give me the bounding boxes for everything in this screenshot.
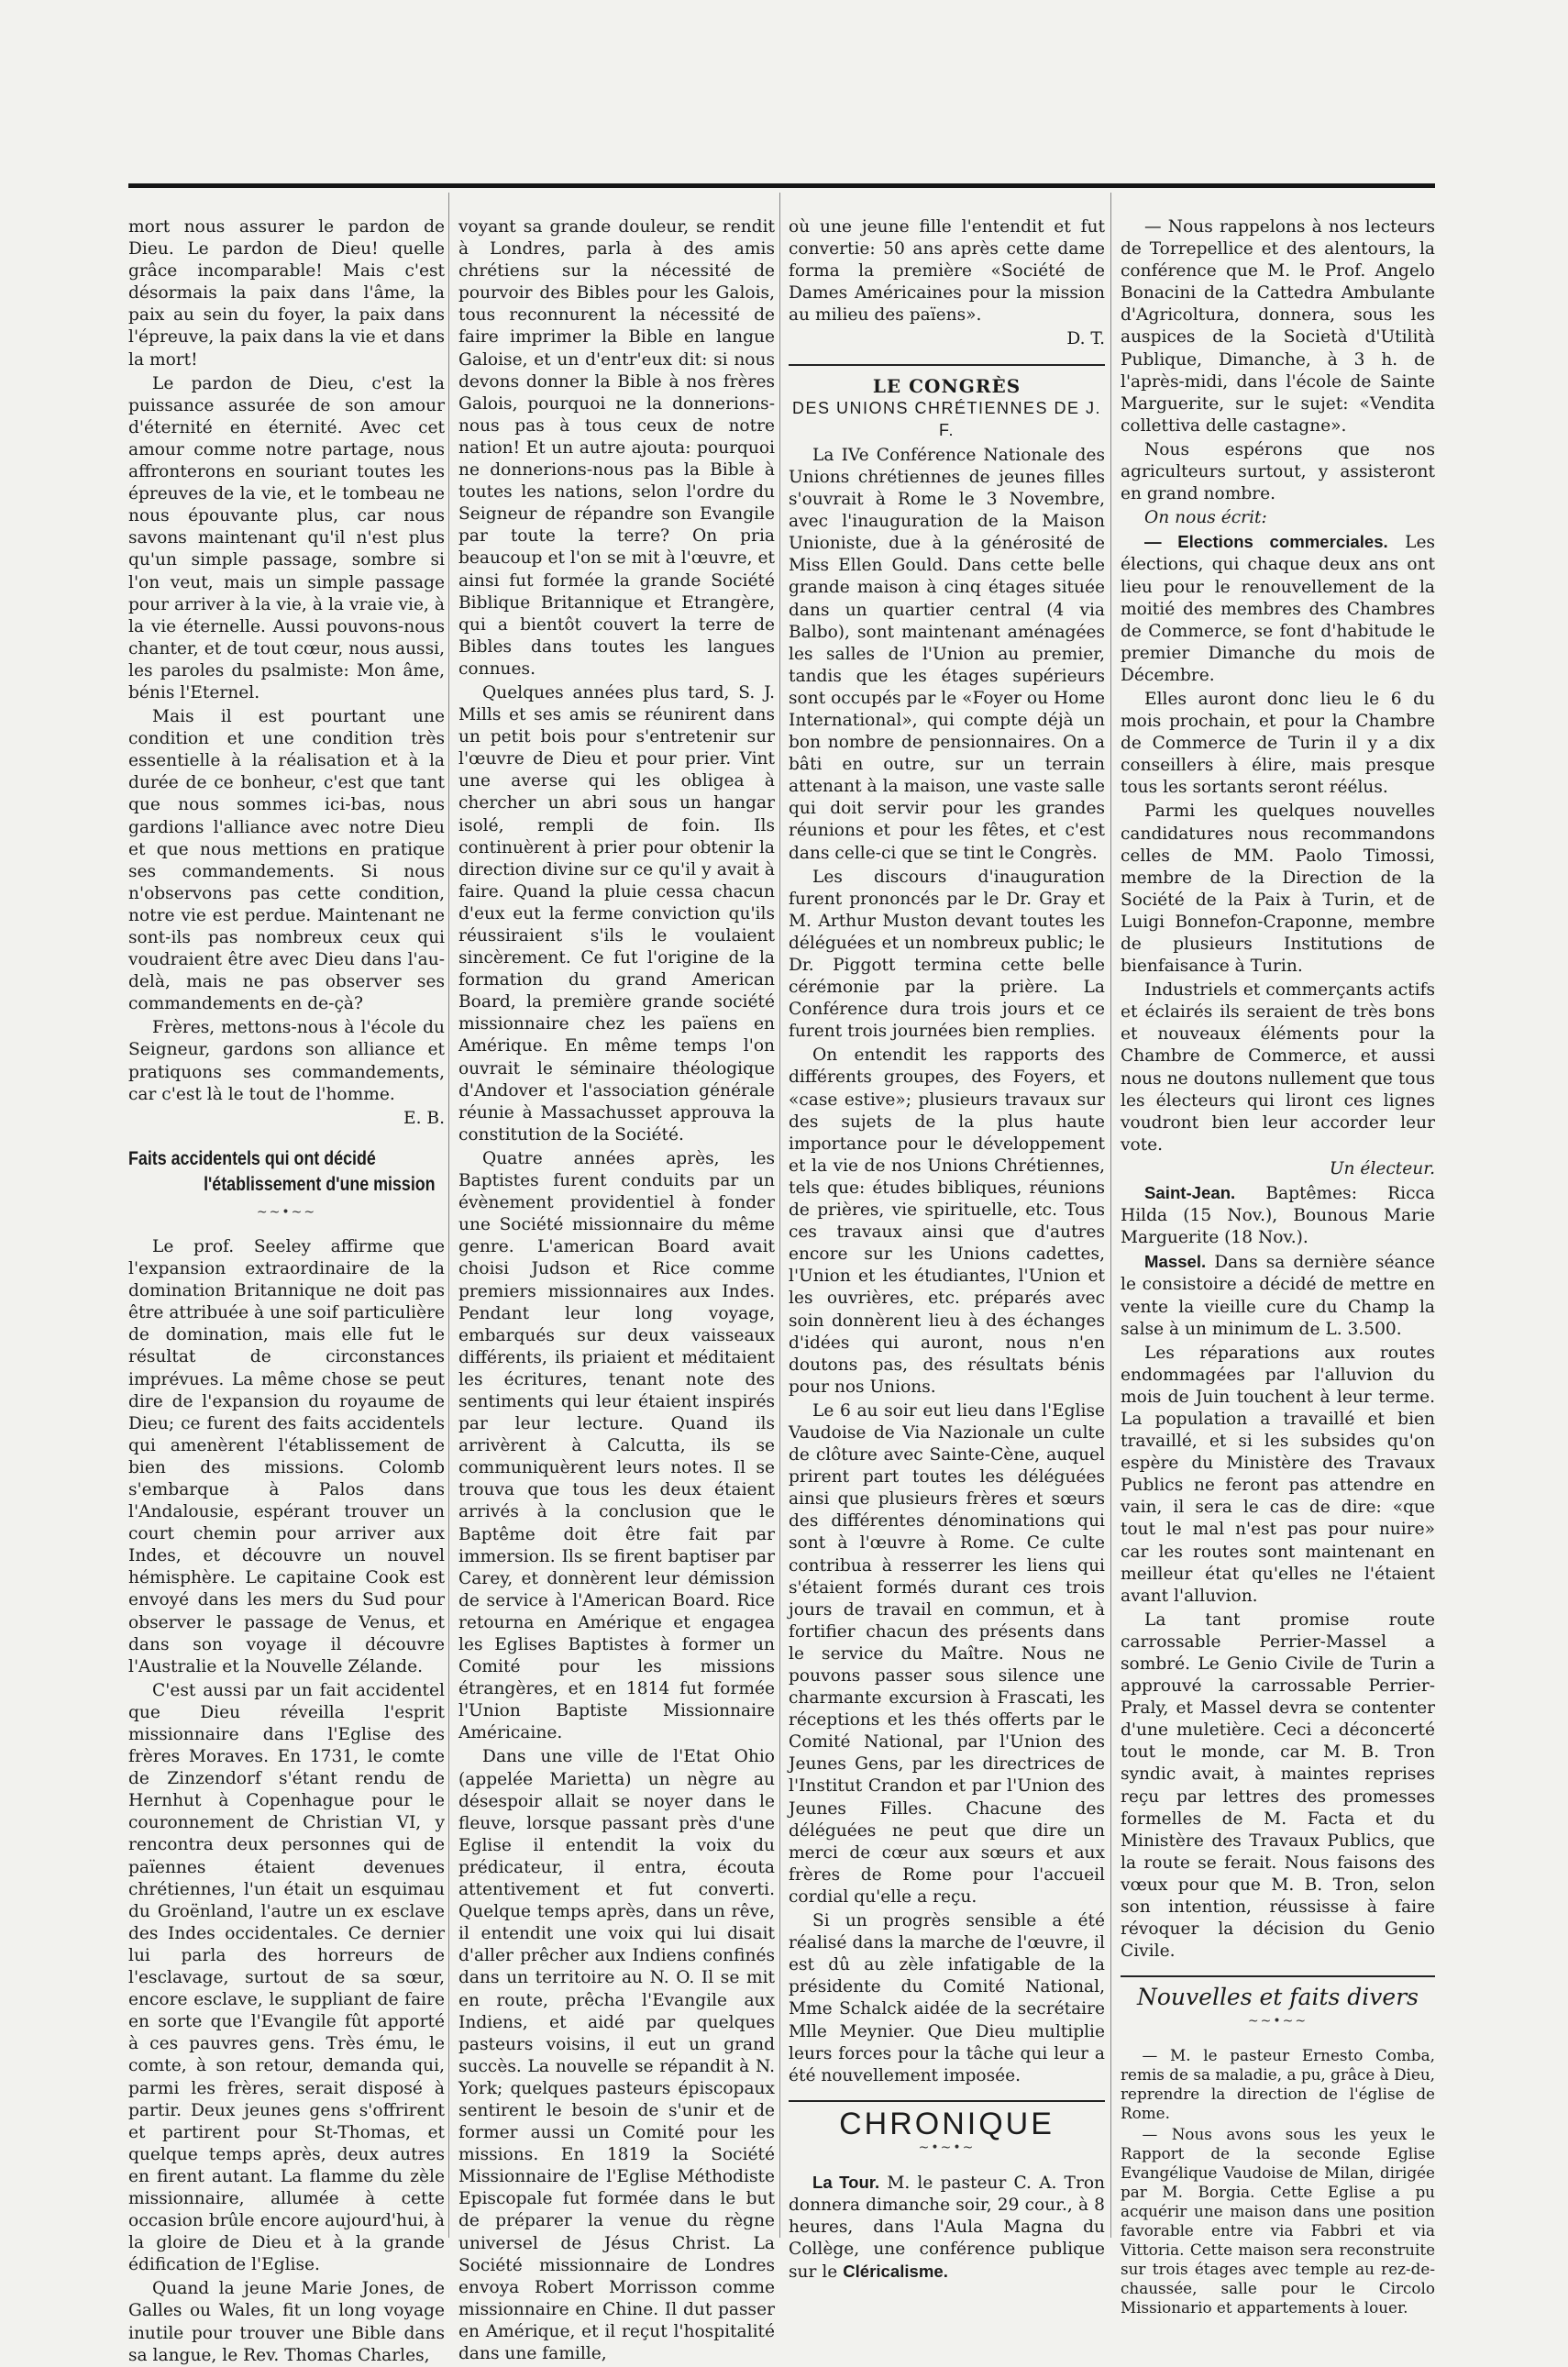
signature: Un électeur. <box>1329 1158 1435 1178</box>
place-lead: Saint-Jean. <box>1144 1183 1236 1203</box>
paragraph: où une jeune fille l'entendit et fut convertie: 50 ans après cette dame forma la première «Société de Dames Américaines pour la mission au milieu des païens». <box>789 217 1105 326</box>
congres-subtitle: DES UNIONS CHRÉTIENNES DE J. F. <box>791 398 1102 439</box>
paragraph: — M. le pasteur Ernesto Comba, remis de sa maladie, a pu, grâce à Dieu, reprendre la direction de l'église de Rome. <box>1121 2045 1435 2122</box>
place-lead: La Tour. <box>812 2172 880 2192</box>
paragraph: Elles auront donc lieu le 6 du mois prochain, et pour la Chambre de Commerce de Turin il y a dix conseillers à élire, mais presque tous les sortants seront réélus. <box>1121 689 1435 798</box>
paragraph: Quand la jeune Marie Jones, de Galles ou Wales, fit un long voyage inutile pour trouver une Bible dans sa langue, le Rev. Thomas Charles, <box>128 2279 445 2365</box>
elections-lead: — Elections commerciales. <box>1144 532 1388 552</box>
paragraph: Industriels et commerçants actifs et éclairés ils seraient de très bons et nouveaux éléments pour la Chambre de Commerce, et aussi nous ne doutons nullement que tous les électeurs qui liront ces lignes voudront bien leur accorder leur vote. <box>1121 980 1435 1155</box>
paragraph: Les réparations aux routes endommagées par l'alluvion du mois de Juin touchent à leur terme. La population a travaillé et bien travaillé, et si les subsides qu'on espère du Ministère des Travaux Publics ne feront pas attendre en vain, il sera le cas de dire: «que tout le mal n'est pas pour nuire» car les routes sont maintenant en meilleur état qu'elles ne l'étaient avant l'alluvion. <box>1121 1343 1435 1606</box>
signature: E. B. <box>403 1108 445 1128</box>
paragraph: Les discours d'inauguration furent prononcés par le Dr. Gray et M. Arthur Muston devant toutes les déléguées et un nombreux public; le Dr. Piggott termina cette belle cérémonie par la prière. La Conférence dura trois jours et ce furent trois journées bien remplies. <box>789 867 1105 1042</box>
section-rule <box>789 2100 1105 2102</box>
latour-topic: Cléricalisme. <box>843 2262 948 2282</box>
paragraph: Dans une ville de l'Etat Ohio (appelée Marietta) un nègre au désespoir allait se noyer dans le fleuve, lorsque passant près d'une Eglise il entendit la voix du prédicateur, il entra, écouta attentivement et fut converti. Quelque temps après, dans un rêve, il entendit une voix qui lui disait d'aller prêcher aux Indiens confinés dans un territoire au N. O. Il se mit en route, prêcha l'Evangile aux Indiens, et aidé par quelques pasteurs voisins, il eut un grand succès. La nouvelle se répandit à N. York; quelques pasteurs épiscopaux sentirent le besoin de s'unir et de former aussi un Comité pour les missions. En 1819 la Société Missionnaire de l'Eglise Méthodiste Episcopale fut formée dans le but de préparer la venue du règne universel de Jésus Christ. La Société missionnaire de Londres envoya Robert Morrisson comme missionnaire en Chine. Il dut passer en Amérique, et il reçut l'hospitalité dans une famille, <box>458 1747 775 2363</box>
top-rule <box>128 183 1435 188</box>
column-divider <box>779 193 780 2238</box>
latour-text: M. le pasteur C. A. Tron donnera dimanche soir, 29 cour., à 8 heures, dans l'Aula Magna du Collège, une conférence publique sur le <box>789 2173 1106 2283</box>
section-rule <box>1121 1975 1435 1977</box>
column-1 <box>128 216 445 2365</box>
paragraph <box>789 2172 1105 2284</box>
paragraph: Frères, mettons-nous à l'école du Seigneur, gardons son alliance et pratiquons ses commandements, car c'est là le tout de l'homme. <box>128 1018 445 1104</box>
paragraph <box>1121 1251 1435 1340</box>
paragraph: Le pardon de Dieu, c'est la puissance assurée de son amour d'éternité en éternité. Avec cet amour comme notre partage, nous affronterons en souriant toutes les épreuves de la vie, et le tombeau ne nous épouvante plus, car nous savons maintenant qu'il n'est plus qu'un simple passage, sombre si l'on veut, mais un simple passage pour arriver à la vie, à la vraie vie, à la vie éternelle. Aussi pouvons-nous chanter, et de tout cœur, nous aussi, les paroles du psalmiste: Mon âme, bénis l'Eternel. <box>128 373 445 702</box>
elections-text: Les élections, qui chaque deux ans ont lieu pour le renouvellement de la moitié des membres des Chambres de Commerce, se font d'habitude le premier Dimanche du mois de Décembre. <box>1121 533 1435 685</box>
massel-text: Dans sa dernière séance le consistoire a décidé de mettre en vente la vieille cure du Champ la salse à un minimum de L. 3.500. <box>1121 1253 1435 1339</box>
paragraph: Quelques années plus tard, S. J. Mills et ses amis se réunirent dans un petit bois pour s'entretenir sur l'œuvre de Dieu et pour prier. Vint une averse qui les obligea à chercher un abri sous un hangar isolé, rempli de foin. Ils continuèrent à prier pour obtenir la direction divine sur ce qu'il y avait à faire. Quand la pluie cessa chacun d'eux eut la ferme conviction qu'ils réussiraient s'ils le voulaient sincèrement. Ce fut l'origine de la formation du grand American Board, la première grande société missionnaire chez les païens en Amérique. En même temps l'on ouvrait le séminaire théologique d'Andover et l'association générale réunie à Massachusset approuva la constitution de la Société. <box>458 682 775 1145</box>
heading-line-1: Faits accidentels qui ont décidé <box>128 1147 376 1169</box>
column-divider <box>1110 193 1111 2238</box>
paragraph: Nous espérons que nos agriculteurs surtout, y assisteront en grand nombre. <box>1121 439 1435 504</box>
paragraph: voyant sa grande douleur, se rendit à Londres, parla à des amis chrétiens sur la nécessité de pourvoir des Bibles pour les Galois, tous reconnurent la nécessité de faire imprimer la Bible en langue Galoise, et un d'entr'eux dit: si nous devons donner la Bible à nos frères Galois, pourquoi ne la donnerions-nous pas à tous ceux de notre nation! Et un autre ajouta: pourquoi ne donnerions-nous pas la Bible à toutes les nations, selon l'ordre du Seigneur de répandre son Evangile par toute la terre? On pria beaucoup et l'on se mit à l'œuvre, et ainsi fut formée la grande Société Biblique Britannique et Etrangère, qui a bientôt couvert la terre de Bibles dans toutes les langues connues. <box>458 217 775 679</box>
column-4 <box>1121 216 1435 2317</box>
article-heading <box>128 1146 443 1198</box>
paragraph <box>1121 531 1435 687</box>
nouvelles-heading: Nouvelles et faits divers <box>1137 1984 1419 2011</box>
on-nous-ecrit: On nous écrit: <box>1144 508 1267 528</box>
paragraph: Le prof. Seeley affirme que l'expansion extraordinaire de la domination Britannique ne doit pas être attribuée à une soif particulière de domination, mais elle fut le résultat de circonstances imprévues. La même chose se peut dire de l'expansion du royaume de Dieu; ce furent des faits accidentels qui amenèrent l'établissement de bien des missions. Colomb s'embarque à Palos dans l'Andalousie, espérant trouver un court chemin pour arriver aux Indes, et découvre un nouvel hémisphère. Le capitaine Cook est envoyé dans les mers du Sud pour observer le passage de Venus, et dans son voyage il découvre l'Australie et la Nouvelle Zélande. <box>128 1236 445 1676</box>
chronique-heading: CHRONIQUE <box>839 2106 1055 2141</box>
column-divider <box>448 193 449 2238</box>
paragraph: Le 6 au soir eut lieu dans l'Eglise Vaudoise de Via Nazionale un culte de clôture avec Sainte-Cène, auquel prirent part toutes les déléguées ainsi que plusieurs frères et sœurs des différentes dénominations qui sont à l'œuvre à Rome. Ce culte contribua à resserrer les liens qui s'étaient formés durant ces trois jours de travail en commun, et à fortifier chacun des présents dans le service du Maître. Nous ne pouvons passer sous silence une charmante excursion à Frascati, les réceptions et les thés offerts par le Comité National, par l'Union des Jeunes Gens, par les directrices de l'Institut Crandon et par l'Union des Jeunes Filles. Chacune des déléguées ne peut que dire un merci de cœur aux sœurs et aux frères de Rome pour l'accueil cordial qu'elle a reçu. <box>789 1400 1105 1907</box>
column-3 <box>789 216 1105 2294</box>
paragraph: — Nous rappelons à nos lecteurs de Torrepellice et des alentours, la conférence que M. le Prof. Angelo Bonacini de la Cattedra Ambulante d'Agricoltura, donnera, sous les auspices de la Società d'Utilità Publique, Dimanche, à 3 h. de l'après-midi, dans l'école de Sainte Marguerite, sur le sujet: «Vendita collettiva delle castagne». <box>1121 217 1435 436</box>
paragraph: La tant promise route carrossable Perrier-Massel a sombré. Le Genio Civile de Turin a approuvé la carrossable Perrier-Praly, et Massel devra se contenter d'une muletière. Ceci a déconcerté tout le monde, car M. B. Tron syndic avait, à maintes reprises reçu par lettres des promesses formelles de M. Facta et du Ministère des Travaux Publics, que la route se ferait. Nous faisons des vœux pour que M. B. Tron, selon son intention, réussisse à faire révoquer la décision du Genio Civile. <box>1121 1609 1435 1962</box>
paragraph: Quatre années après, les Baptistes furent conduits par un évènement providentiel à fonder une Société missionnaire du même genre. L'american Board avait choisi Judson et Rice comme premiers missionnaires aux Indes. Pendant leur long voyage, embarqués sur deux vaisseaux différents, ils priaient et méditaient les écritures, tenant note des sentiments qui leur étaient inspirés par leur lecture. Quand ils arrivèrent à Calcutta, ils se communiquèrent leurs notes. Il se trouva que tous les deux étaient arrivés à la conclusion que le Baptême doit être fait par immersion. Ils se firent baptiser par Carey, et donnèrent leur démission de service à l'American Board. Rice retourna en Amérique et engagea les Eglises Baptistes à former un Comité pour les missions étrangères, et en 1814 fut formée l'Union Baptiste Missionnaire Américaine. <box>458 1148 775 1743</box>
column-2 <box>458 216 775 2363</box>
signature: D. T. <box>1066 329 1105 349</box>
stjean-text: Baptêmes: Ricca Hilda (15 Nov.), Bounous Marie Marguerite (18 Nov.). <box>1121 1184 1435 1248</box>
heading-line-2: l'établissement d'une mission <box>204 1173 436 1195</box>
paragraph: Si un progrès sensible a été réalisé dans la marche de l'œuvre, il est dû au zèle infatigable de la présidente du Comité National, Mme Schalck aidée de la secrétaire Mlle Meynier. Que Dieu multiplie leurs forces pour la tâche qui leur a été nouvellement imposée. <box>789 1911 1105 2085</box>
paragraph: La IVe Conférence Nationale des Unions chrétiennes de jeunes filles s'ouvrait à Rome le 3 Novembre, avec l'inauguration de la Maison Unioniste, due à la générosité de Miss Ellen Gould. Dans cette belle grande maison à cinq étages située dans un quartier central (4 via Balbo), sont maintenant aménagées les salles de l'Union au premier, tandis que les étages supérieurs sont occupés par le «Foyer ou Home International», qui compte déjà un bon nombre de pensionnaires. On a bâti en outre, sur un terrain attenant à la maison, une vaste salle qui doit servir pour les grandes réunions et pour les fêtes, et c'est dans celle-ci que se tint le Congrès. <box>789 445 1105 863</box>
paragraph: Parmi les quelques nouvelles candidatures nous recommandons celles de MM. Paolo Timossi, membre de la Direction de la Société de la Paix à Turin, et de Luigi Bonnefon-Craponne, membre de plusieurs Institutions de bienfaisance à Turin. <box>1121 802 1435 977</box>
paragraph: On entendit les rapports des différents groupes, des Foyers, et «case estive»; plusieurs travaux sur des sujets de la plus haute importance pour le développement et la vie de nos Unions Chrétiennes, tels que: études bibliques, réunions de prières, vie spirituelle, etc. Tous ces travaux ainsi que d'autres encore sur les Unions cadettes, l'Union et les étudiantes, l'Union et les ouvrières, etc. préparés avec soin donnèrent lieu à des échanges d'idées qui auront, nous n'en doutons pas, des résultats bénis pour nos Unions. <box>789 1045 1105 1397</box>
ornament-divider: ~~•~~ <box>1247 2014 1309 2030</box>
congres-heading <box>789 375 1105 441</box>
paragraph: mort nous assurer le pardon de Dieu. Le pardon de Dieu! quelle grâce incomparable! Mais c'est désormais la paix dans l'âme, la paix au sein du foyer, la paix dans l'épreuve, la paix dans la vie et dans la mort! <box>128 217 445 370</box>
paragraph: — Nous avons sous les yeux le Rapport de la seconde Eglise Evangélique Vaudoise de Milan, dirigée par M. Borgia. Cette Eglise a pu acquérir une maison dans une position favorable entre via Fabbri et via Vittoria. Cette maison sera reconstruite sur trois étages avec temple au rez-de-chaussée, salle pour le Circolo Missionario et appartements à louer. <box>1121 2124 1435 2317</box>
congres-title: LE CONGRÈS <box>872 374 1021 397</box>
section-rule <box>789 364 1105 366</box>
place-lead: Massel. <box>1144 1252 1207 1272</box>
paragraph <box>1121 1182 1435 1249</box>
paragraph: C'est aussi par un fait accidentel que Dieu réveilla l'esprit missionnaire dans l'Eglise des frères Moraves. En 1731, le comte de Zinzendorf s'étant rendu de Hernhut à Copenhague pour le couronnement de Christian VI, y rencontra deux personnes qui de païennes étaient devenues chrétiennes, l'un était un esquimau du Groënland, l'autre un ex esclave des Indes occidentales. Ce dernier lui parla des horreurs de l'esclavage, surtout de sa sœur, encore esclave, le suppliant de faire en sorte que l'Evangile fût apporté à ces pauvres gens. Très ému, le comte, à son retour, demanda qui, parmi les frères, serait disposé à partir. Deux jeunes gens s'offrirent et partirent pour St-Thomas, et quelque temps après, deux autres en firent autant. La flamme du zèle missionnaire, allumée à cette occasion brûle encore aujourd'hui, à la gloire de Dieu et à la grande édification de l'Eglise. <box>128 1680 445 2275</box>
ornament-divider: ~~•~~ <box>256 1204 317 1220</box>
paragraph: Mais il est pourtant une condition et une condition très essentielle à la réalisation et à la durée de ce bonheur, c'est que tant que nous sommes ici-bas, nous gardions l'alliance avec notre Dieu et que nous mettions en pratique ses commandements. Si nous n'observons pas cette condition, notre vie est perdue. Maintenant ne sont-ils pas nombreux ceux qui voudraient être avec Dieu dans l'au-delà, mais ne pas observer ses commandements en de-çà? <box>128 707 445 1014</box>
ornament-divider: ~•~•~ <box>918 2140 976 2155</box>
